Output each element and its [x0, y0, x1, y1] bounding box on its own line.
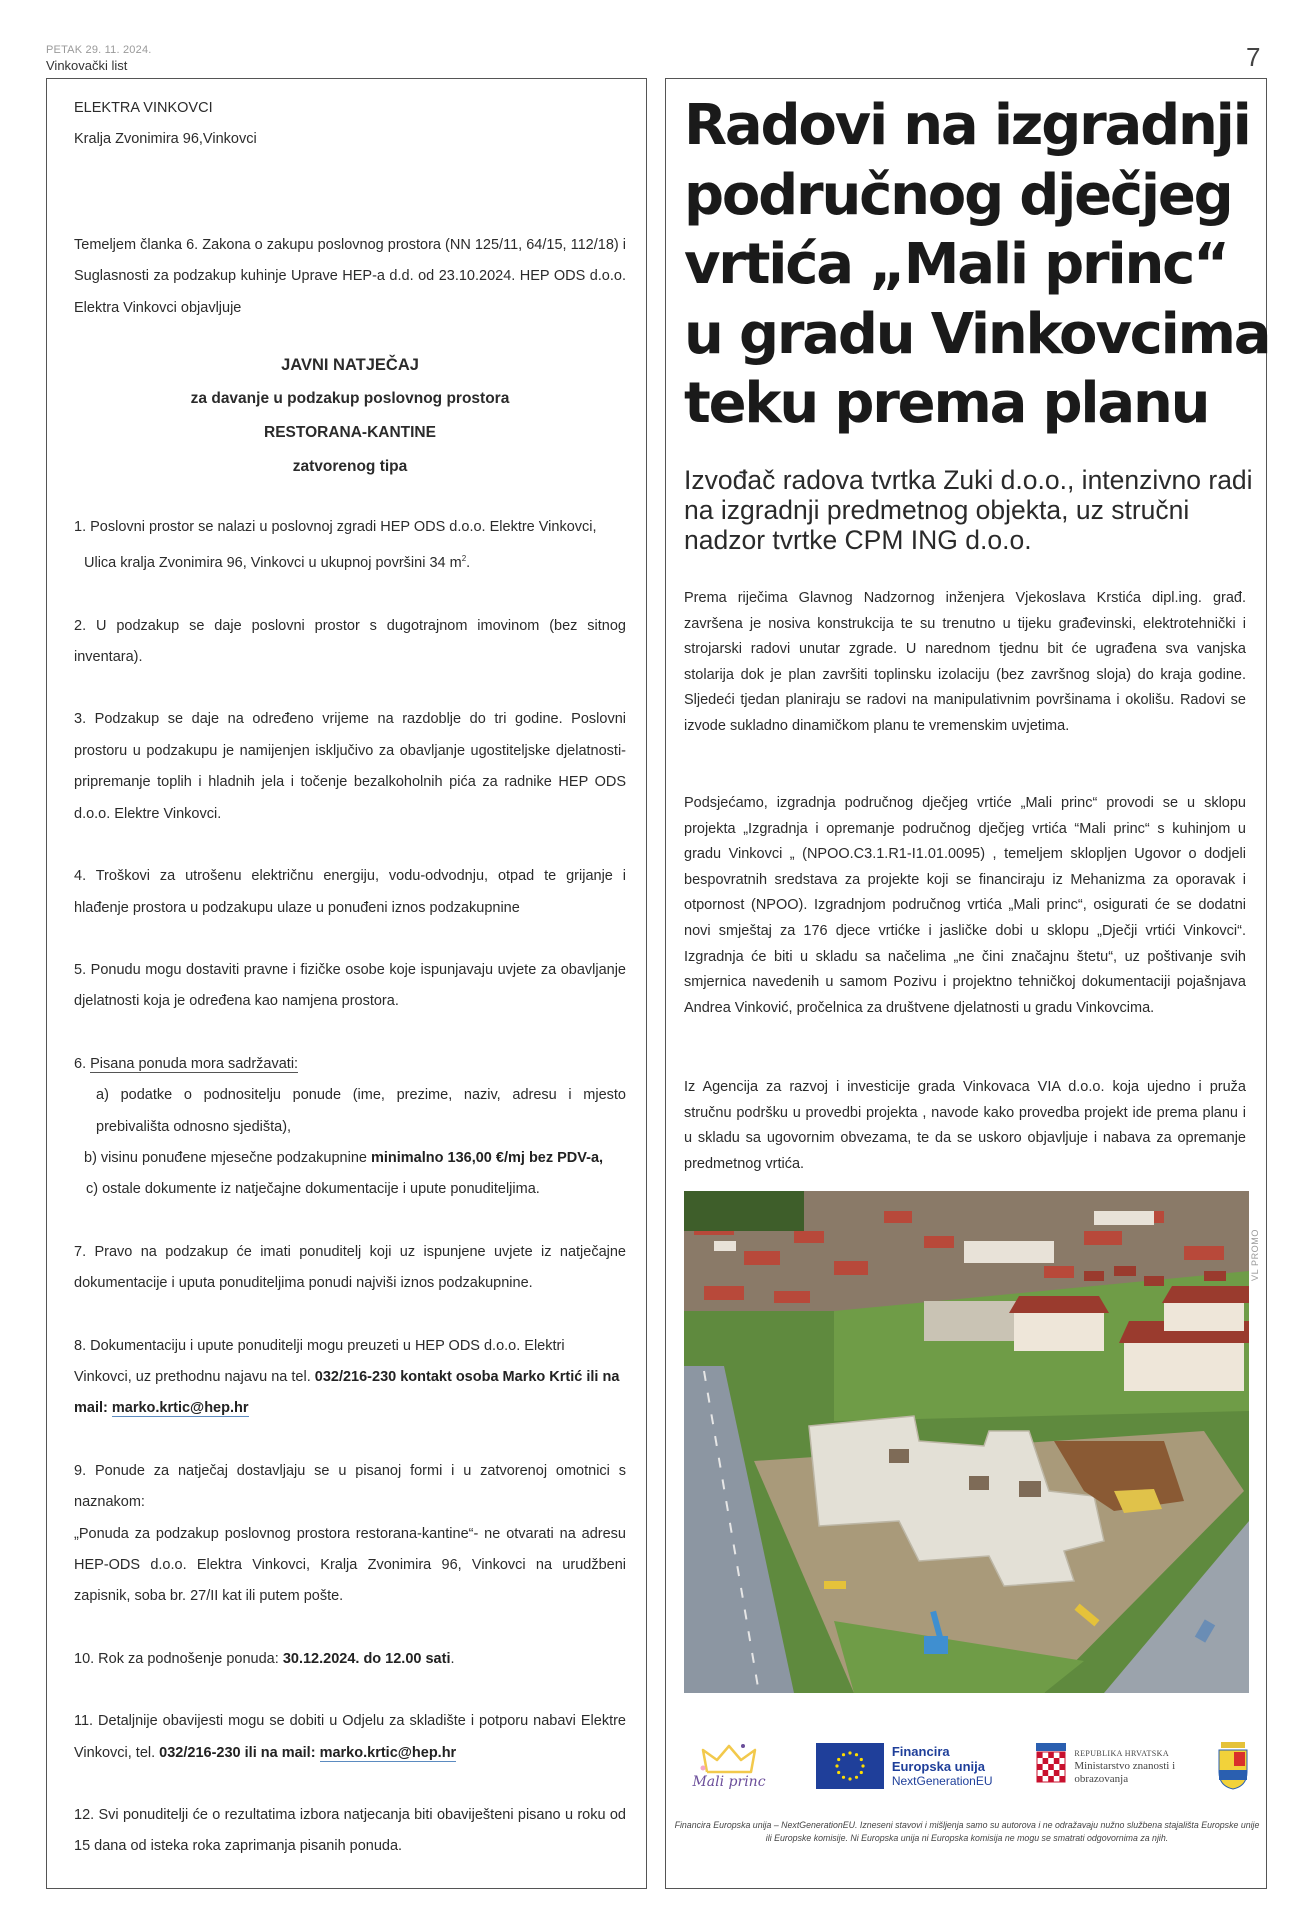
notice-subtitle: za davanje u podzakup poslovnog prostora	[190, 390, 510, 408]
notice-item-10: 10. Rok za podnošenje ponuda: 30.12.2024. do 12.00 sati.	[74, 1650, 455, 1667]
email-link[interactable]: marko.krtic@hep.hr	[111, 1400, 249, 1417]
notice-intro: Temeljem članka 6. Zakona o zakupu poslovnog prostora (NN 125/11, 64/15, 112/18) i Suglasnosti za podzakup kuhinje Uprave HEP-a d.d. od 23.10.2024. HEP ODS d.o.o. Elektra Vinkovci objavljuje	[74, 236, 626, 316]
notice-item-6b: b) visinu ponuđene mjesečne podzakupnine minimalno 136,00 €/mj bez PDV-a,	[84, 1149, 604, 1166]
eu-disclaimer: Financira Europska unija – NextGenerationEU. Izneseni stavovi i mišljenja samo su autorova i ne odražavaju nužno službena stajališta Europske unije ili Europske komisije. Ni Europska unija ni Europska komisija ne mogu se smatrati odgovornima za njih.	[674, 1820, 1260, 1843]
city-crest-icon	[1217, 1742, 1249, 1790]
croatian-coat-of-arms-icon	[1034, 1743, 1068, 1789]
article-headline: Radovi na izgradnji područnog dječjeg vrtića „Mali princ“ u gradu Vinkovcima teku prema planu	[684, 93, 1270, 436]
notice-item-2: 2. U podzakup se daje poslovni prostor s dugotrajnom imovinom (bez sitnog inventara).	[74, 617, 626, 666]
funding-logos	[684, 1731, 1249, 1801]
notice-title: JAVNI NATJEČAJ	[281, 356, 419, 375]
page-number: 7	[1246, 42, 1261, 72]
article-subheadline: Izvođač radova tvrtka Zuki d.o.o., intenzivno radi na izgradnji predmetnog objekta, uz stručni nadzor tvrtke CPM ING d.o.o.	[684, 465, 1253, 555]
ministry-logo: REPUBLIKA HRVATSKA Ministarstvo znanosti i obrazovanja	[1034, 1743, 1175, 1789]
notice-item-6a: a) podatke o podnositelju ponude (ime, prezime, naziv, adresu i mjesto prebivališta odnosno sjedišta),	[96, 1087, 626, 1135]
aerial-photo-illustration	[684, 1191, 1249, 1693]
mali-princ-logo: Mali princ	[684, 1742, 774, 1790]
crown-icon	[699, 1742, 759, 1778]
notice-item-8: 8. Dokumentaciju i upute ponuditelji mogu preuzeti u HEP ODS d.o.o. Elektri Vinkovci, uz prethodnu najavu na tel. 032/216-230 kontakt osoba Marko Krtić ili na mail: marko.krtic@hep.hr	[74, 1337, 620, 1417]
notice-item-9-label: „Ponuda za podzakup poslovnog prostora restorana-kantine“- ne otvarati na adresu HEP-ODS d.o.o. Elektra Vinkovci, Kralja Zvonimira 96, Vinkovci na urudžbeni zapisnik, soba br. 27/II kat ili putem pošte.	[74, 1525, 626, 1605]
newspaper-name: Vinkovački list	[46, 58, 128, 73]
issue-date: PETAK 29. 11. 2024.	[46, 44, 152, 56]
article-kindergarten	[665, 78, 1270, 1889]
notice-item-5: 5. Ponudu mogu dostaviti pravne i fizičke osobe koje ispunjavaju uvjete za obavljanje djelatnosti koja je određena kao namjena prostora.	[74, 961, 626, 1010]
article-paragraph: Prema riječima Glavnog Nadzornog inženjera Vjekoslava Krstića dipl.ing. građ. završena je nosiva konstrukcija te su trenutno u tijeku građevinski, elektrotehnički i strojarski radovi unutar zgrade. U narednom tjednu bit će ugrađena sva vanjska stolarija dok je plan završiti toplinsku izolaciju (bez završnog sloja) do kraja godine. Sljedeći tjedan planiraju se radovi na manipulativnim površinama i okolišu. Radovi se izvode sukladno dinamičkom planu te vremenskim uvjetima.	[684, 590, 1246, 734]
notice-item-3: 3. Podzakup se daje na određeno vrijeme na razdoblje do tri godine. Poslovni prostoru u podzakupu je namijenjen isključivo za obavljanje ugostiteljske djelatnosti-pripremanje toplih i hladnih jela i točenje bezalkoholnih pića za radnike HEP ODS d.o.o. Elektre Vinkovci.	[74, 711, 626, 822]
public-tender-notice	[46, 78, 647, 1889]
eu-flag-icon	[816, 1743, 884, 1789]
notice-address: Kralja Zvonimira 96,Vinkovci	[74, 131, 257, 148]
notice-item-7: 7. Pravo na podzakup će imati ponuditelj koji uz ispunjene uvjete iz natječajne dokumentacije i uputa ponuditeljima ponudi najviši iznos podzakupnine.	[74, 1243, 626, 1292]
notice-subject: RESTORANA-KANTINE	[264, 424, 436, 442]
eu-funding-logo: Financira Europska unija NextGenerationEU	[816, 1743, 993, 1789]
notice-org: ELEKTRA VINKOVCI	[74, 100, 213, 116]
email-link[interactable]: marko.krtic@hep.hr	[319, 1744, 457, 1761]
notice-item-4: 4. Troškovi za utrošenu električnu energiju, vodu-odvodnju, otpad te grijanje i hlađenje prostora u podzakupu ulaze u ponuđeni iznos podzakupnine	[74, 868, 626, 916]
notice-item-9: 9. Ponude za natječaj dostavljaju se u pisanoj formi i u zatvorenoj omotnici s naznakom:	[74, 1462, 626, 1511]
notice-type: zatvorenog tipa	[292, 458, 408, 476]
notice-item-1: 1. Poslovni prostor se nalazi u poslovnoj zgradi HEP ODS d.o.o. Elektre Vinkovci, Ulica kralja Zvonimira 96, Vinkovci u ukupnoj površini 34 $m^2$.	[74, 519, 597, 572]
notice-item-6: 6. Pisana ponuda mora sadržavati:	[74, 1055, 299, 1072]
vinkovci-coat-of-arms	[1217, 1742, 1249, 1790]
notice-item-12: 12. Svi ponuditelji će o rezultatima izbora natjecanja biti obaviješteni pisano u roku od 15 dana od isteka roka zaprimanja pisanih ponuda.	[74, 1807, 626, 1855]
article-paragraph: Iz Agencija za razvoj i investicije grada Vinkovaca VIA d.o.o. koja ujedno i pruža stručnu podršku u provedbi projekta , navode kako provedba projekt ide prema planu i u skladu sa ugovornim obvezama, te da se uskoro objavljuje i nabava za opremanje predmetnog vrtića.	[684, 1079, 1246, 1172]
article-paragraph: Podsjećamo, izgradnja područnog dječjeg vrtiće „Mali princ“ provodi se u sklopu projekta „Izgradnja i opremanje područnog dječjeg vrtića “Mali princ“ s kuhinjom u gradu Vinkovci „ (NPOO.C3.1.R1-I1.01.0095) , temeljem sklopljen Ugovor o dodjeli bespovratnih sredstava za projekte koji se financiraju iz Mehanizma za oporavak i otpornost (NPOO). Izgradnjom područnog vrtića „Mali princ“, osigurati će se dodatni novi smještaj za 176 djece vrtićke i jasličke dobi u sklopu „Dječji vrtići Vinkovci“. Izgradnja će biti u skladu sa načelima „ne čini značajnu štetu“, uz poštivanje svih smjernica navedenih u samom Pozivu i projektno tehničkoj dokumentaciji pojašnjava Andrea Vinković, pročelnica za društvene djelatnosti u gradu Vinkovcima.	[684, 795, 1246, 1016]
notice-item-11: 11. Detaljnije obavijesti mogu se dobiti u Odjelu za skladište i potporu nabavi Elektre Vinkovci, tel. 032/216-230 ili na mail: marko.krtic@hep.hr	[74, 1713, 626, 1761]
notice-item-6c: c) ostale dokumente iz natječajne dokumentacije i upute ponuditeljima.	[86, 1181, 540, 1198]
aerial-construction-photo	[684, 1191, 1249, 1693]
photo-credit: VL PROMO	[1250, 1229, 1260, 1281]
